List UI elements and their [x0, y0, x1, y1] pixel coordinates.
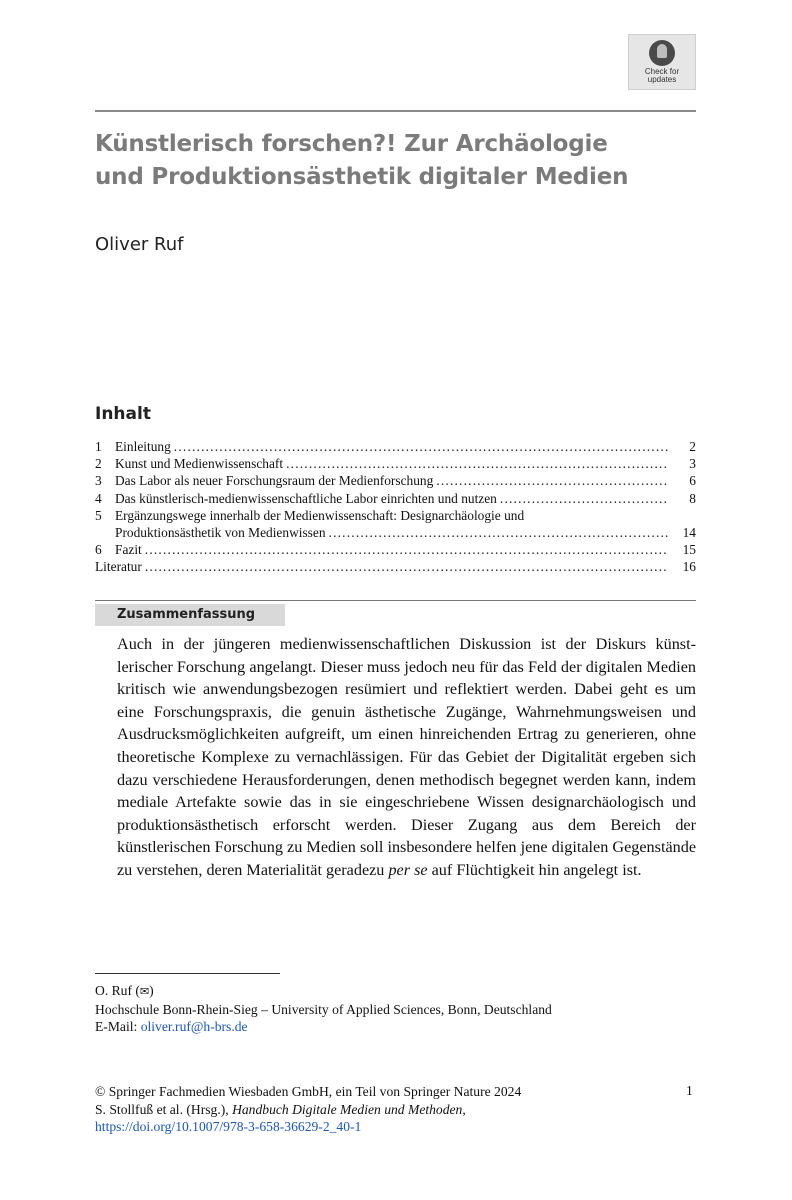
- author-name: Oliver Ruf: [95, 234, 184, 255]
- toc-item-number: 1: [95, 439, 102, 454]
- toc-leader-dots: [286, 455, 668, 472]
- footnote-email-label: E-Mail:: [95, 1019, 141, 1034]
- chapter-title-line2: und Produktionsästhetik digitaler Medien: [95, 164, 629, 190]
- abstract-body: Auch in der jüngeren medienwissenschaftlichen Diskussion ist der Diskurs künstlerischer Forschung angelangt. Dieser muss jedoch neu für das Feld der digitalen Medien kritisch wie anwendungsbezogen resümiert und reflektiert werden. Dabei geht es um eine Forschungspraxis, die genuin ästhetische Zugänge, Wahrnehmungsweisen und Ausdrucksmöglichkeiten aufgreift, um einen hinreichenden Ertrag zu generieren, ohne theoretische Komplexe zu vernachlässigen. Für das Gebiet der Digitalität ergeben sich dazu verschiedene Herausforderungen, denen methodisch begegnet werden kann, indem mediale Artefakte sowie das in sie eingeschriebene Wissen designarchäologisch und produktionsästhetisch erforscht werden. Dieser Zugang aus dem Bereich der künstlerischen Forschung zu Medien soll insbesondere helfen jene digitalen Gegenstände zu verstehen, deren Materialität geradezu: [117, 635, 696, 879]
- toc-item-number: 4: [95, 490, 102, 506]
- chapter-title: [95, 128, 715, 194]
- toc-item[interactable]: [95, 490, 696, 507]
- author-footnote: [95, 982, 715, 1036]
- toc-item-title: Das Labor als neuer Forschungsraum der Medienforschung: [115, 473, 434, 489]
- check-for-updates-badge[interactable]: [628, 34, 696, 90]
- toc-leader-dots: [329, 524, 668, 541]
- footnote-author: O. Ruf (: [95, 983, 140, 998]
- toc-item-number: 5: [95, 507, 102, 523]
- toc-leader-dots: [174, 438, 668, 455]
- toc-item-page: 15: [682, 542, 696, 558]
- toc-leader-dots: [145, 558, 668, 575]
- toc-heading: Inhalt: [95, 404, 151, 424]
- toc-item-page: 6: [689, 473, 696, 489]
- badge-line2: updates: [647, 75, 677, 84]
- footnote-affiliation: Hochschule Bonn-Rhein-Sieg – University of Applied Sciences, Bonn, Deutschland: [95, 1001, 552, 1017]
- toc-item-title: Einleitung: [115, 439, 171, 454]
- toc-item[interactable]: [95, 438, 696, 455]
- abstract-italic: per se: [388, 860, 428, 879]
- toc-item-page: 14: [682, 525, 696, 541]
- abstract-ending: auf Flüchtigkeit hin angelegt ist.: [427, 860, 642, 879]
- toc-item[interactable]: [95, 558, 696, 575]
- footnote-author-close: ): [149, 983, 154, 998]
- toc-item-title-continued: Produktionsästhetik von Medienwissen: [115, 525, 326, 541]
- badge-line1: Check for: [644, 67, 680, 76]
- email-link[interactable]: oliver.ruf@h-brs.de: [140, 1019, 248, 1034]
- envelope-icon[interactable]: ✉: [139, 985, 150, 998]
- toc-item-title: Literatur: [95, 559, 142, 575]
- page-footer: [95, 1083, 696, 1136]
- toc-item-number: 3: [95, 473, 102, 489]
- toc-item-title: Das künstlerisch-medienwissenschaftliche Labor einrichten und nutzen: [115, 490, 497, 506]
- footnote-rule: [95, 973, 280, 974]
- toc-item[interactable]: [95, 455, 696, 472]
- toc-item-number: 2: [95, 456, 102, 472]
- toc-item-number: 6: [95, 542, 102, 558]
- toc-leader-dots: [145, 541, 668, 558]
- book-title: Handbuch Digitale Medien und Methoden: [232, 1101, 463, 1117]
- toc-item[interactable]: [95, 472, 696, 489]
- toc-leader-dots: [500, 490, 668, 507]
- page-number: 1: [686, 1083, 693, 1098]
- abstract-label: Zusammenfassung: [95, 604, 285, 626]
- book-title-suffix: ,: [462, 1101, 466, 1117]
- toc-item[interactable]: [95, 541, 696, 558]
- toc-leader-dots: [436, 472, 668, 489]
- toc-item[interactable]: [95, 507, 696, 541]
- copyright-line: © Springer Fachmedien Wiesbaden GmbH, ein Teil von Springer Nature 2024: [95, 1084, 522, 1099]
- table-of-contents: [95, 438, 696, 576]
- editors-line: S. Stollfuß et al. (Hrsg.),: [95, 1101, 233, 1117]
- crossmark-bookmark-icon: [649, 40, 675, 66]
- toc-item-title: Ergänzungswege innerhalb der Medienwissenschaft: Designarchäologie und: [115, 507, 525, 523]
- header-rule: [95, 110, 696, 112]
- toc-item-page: 8: [689, 490, 696, 506]
- toc-item-title: Kunst und Medienwissenschaft: [115, 456, 284, 472]
- toc-divider: [95, 600, 696, 601]
- chapter-title-line1: Künstlerisch forschen?! Zur Archäologie: [95, 131, 608, 157]
- toc-item-page: 16: [682, 559, 696, 575]
- toc-item-title: Fazit: [115, 542, 142, 558]
- toc-item-page: 3: [689, 456, 696, 472]
- doi-link[interactable]: https://doi.org/10.1007/978-3-658-36629-2_40-1: [95, 1119, 362, 1134]
- toc-item-page: 2: [689, 439, 696, 454]
- abstract-text: [117, 633, 696, 882]
